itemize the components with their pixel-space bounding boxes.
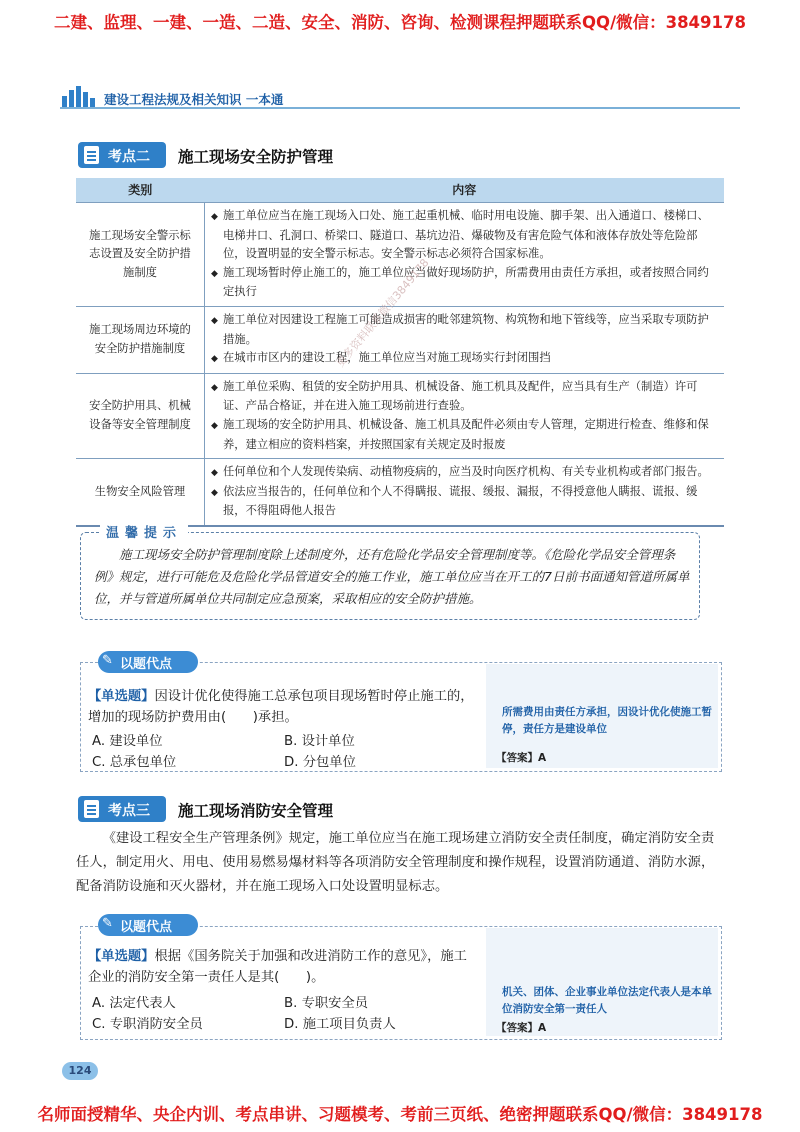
row-content [205, 306, 725, 373]
option-d: D. 分包单位 [284, 755, 356, 770]
tip-label: 温馨提示 [100, 522, 188, 541]
table-header-category: 类别 [76, 178, 205, 203]
header-divider [60, 107, 740, 109]
bullet-item: ◆ 施工现场暂时停止施工的，施工单位应当做好现场防护，所需费用由责任方承担，或者按照合同约定执行 [211, 264, 718, 302]
table-row [76, 459, 724, 526]
table-row [76, 373, 724, 458]
running-header-title: 建设工程法规及相关知识 一本通 [104, 92, 284, 107]
option-a: A. 建设单位 [92, 734, 163, 749]
option-b: B. 设计单位 [284, 734, 355, 749]
answer-2: 【答案】A [496, 1022, 547, 1034]
table-header-content: 内容 [205, 178, 725, 203]
fire-safety-body: 《建设工程安全生产管理条例》规定，施工单位应当在施工现场建立消防安全责任制度，确定消防安全责任人，制定用火、用电、使用易燃易爆材料等各项消防安全管理制度和操作规程，设置消防通道、消防水源，配备消防设施和灭火器材，并在施工现场入口处设置明显标志。 [76, 831, 715, 894]
section-title-3: 施工现场消防安全管理 [178, 802, 334, 820]
document-icon [84, 146, 99, 164]
pencil-icon: ✎ [102, 916, 113, 931]
bullet-item: ◆ 施工现场的安全防护用具、机械设备、施工机具及配件必须由专人管理，定期进行检查、维修和保养，建立相应的资料档案，并按照国家有关规定及时报废 [211, 416, 718, 454]
table-row [76, 306, 724, 373]
top-banner: 二建、监理、一建、一造、二造、安全、消防、咨询、检测课程押题联系QQ/微信：3849178 [54, 13, 746, 32]
row-category: 安全防护用具、机械设备等安全管理制度 [76, 373, 205, 458]
question-stem-2: 【单选题】根据《国务院关于加强和改进消防工作的意见》，施工企业的消防安全第一责任人是其( )。 [88, 949, 467, 985]
safety-table [76, 178, 724, 527]
row-category: 施工现场周边环境的安全防护措施制度 [76, 306, 205, 373]
bullet-item: ◆ 任何单位和个人发现传染病、动植物疫病的，应当及时向医疗机构、有关专业机构或者部门报告。 [211, 463, 718, 483]
section-title-2: 施工现场安全防护管理 [178, 148, 334, 166]
explanation-text-1: 所需费用由责任方承担，因设计优化使施工暂停，责任方是建设单位 [502, 706, 712, 735]
option-d: D. 施工项目负责人 [284, 1017, 396, 1032]
pencil-icon: ✎ [102, 653, 113, 668]
document-icon [84, 800, 99, 818]
bullet-item: ◆ 依法应当报告的，任何单位和个人不得瞒报、谎报、缓报、漏报，不得授意他人瞒报、谎报、缓报，不得阻碍他人报告 [211, 483, 718, 521]
tip-text: 施工现场安全防护管理制度除上述制度外，还有危险化学品安全管理制度等。《危险化学品安全管理条例》规定，进行可能危及危险化学品管道安全的施工作业，施工单位应当在开工的7日前书面通知管道所属单位，并与管道所属单位共同制定应急预案，采取相应的安全防护措施。 [94, 547, 690, 606]
row-category: 生物安全风险管理 [76, 459, 205, 526]
question-type: 【单选题】 [88, 949, 155, 964]
bullet-item: ◆ 施工单位采购、租赁的安全防护用具、机械设备、施工机具及配件，应当具有生产（制造）许可证、产品合格证，并在进入施工现场前进行查验。 [211, 378, 718, 416]
row-content [205, 203, 725, 307]
bullet-item: ◆ 施工单位对因建设工程施工可能造成损害的毗邻建筑物、构筑物和地下管线等，应当采取专项防护措施。 [211, 311, 718, 349]
question-type: 【单选题】 [88, 689, 155, 704]
question-stem-1: 【单选题】因设计优化使得施工总承包项目现场暂时停止施工的，增加的现场防护费用由( )承担。 [88, 689, 474, 725]
option-b: B. 专职安全员 [284, 996, 369, 1011]
row-content [205, 373, 725, 458]
explanation-text-2: 机关、团体、企业事业单位法定代表人是本单位消防安全第一责任人 [502, 986, 712, 1015]
page-number: 124 [62, 1062, 98, 1080]
row-category: 施工现场安全警示标志设置及安全防护措施制度 [76, 203, 205, 307]
example-tag-1: ✎ 以题代点 [98, 651, 198, 673]
bullet-item: ◆ 在城市市区内的建设工程，施工单位应当对施工现场实行封闭围挡 [211, 349, 718, 369]
section-badge-2: 考点二 [78, 142, 166, 168]
watermark: 更多资料联系微信3849178 [333, 256, 432, 370]
bottom-banner: 名师面授精华、央企内训、考点串讲、习题模考、考前三页纸、绝密押题联系QQ/微信：3849178 [37, 1105, 763, 1124]
section-badge-3: 考点三 [78, 796, 166, 822]
answer-1: 【答案】A [496, 752, 547, 764]
example-tag-2: ✎ 以题代点 [98, 914, 198, 936]
bullet-item: ◆ 施工单位应当在施工现场入口处、施工起重机械、临时用电设施、脚手架、出入通道口、楼梯口、电梯井口、孔洞口、桥梁口、隧道口、基坑边沿、爆破物及有害危险气体和液体存放处等危险部位，设置明显的安全警示标志。安全警示标志必须符合国家标准。 [211, 207, 718, 264]
row-content [205, 459, 725, 526]
option-a: A. 法定代表人 [92, 996, 176, 1011]
option-c: C. 专职消防安全员 [92, 1017, 203, 1032]
option-c: C. 总承包单位 [92, 755, 177, 770]
